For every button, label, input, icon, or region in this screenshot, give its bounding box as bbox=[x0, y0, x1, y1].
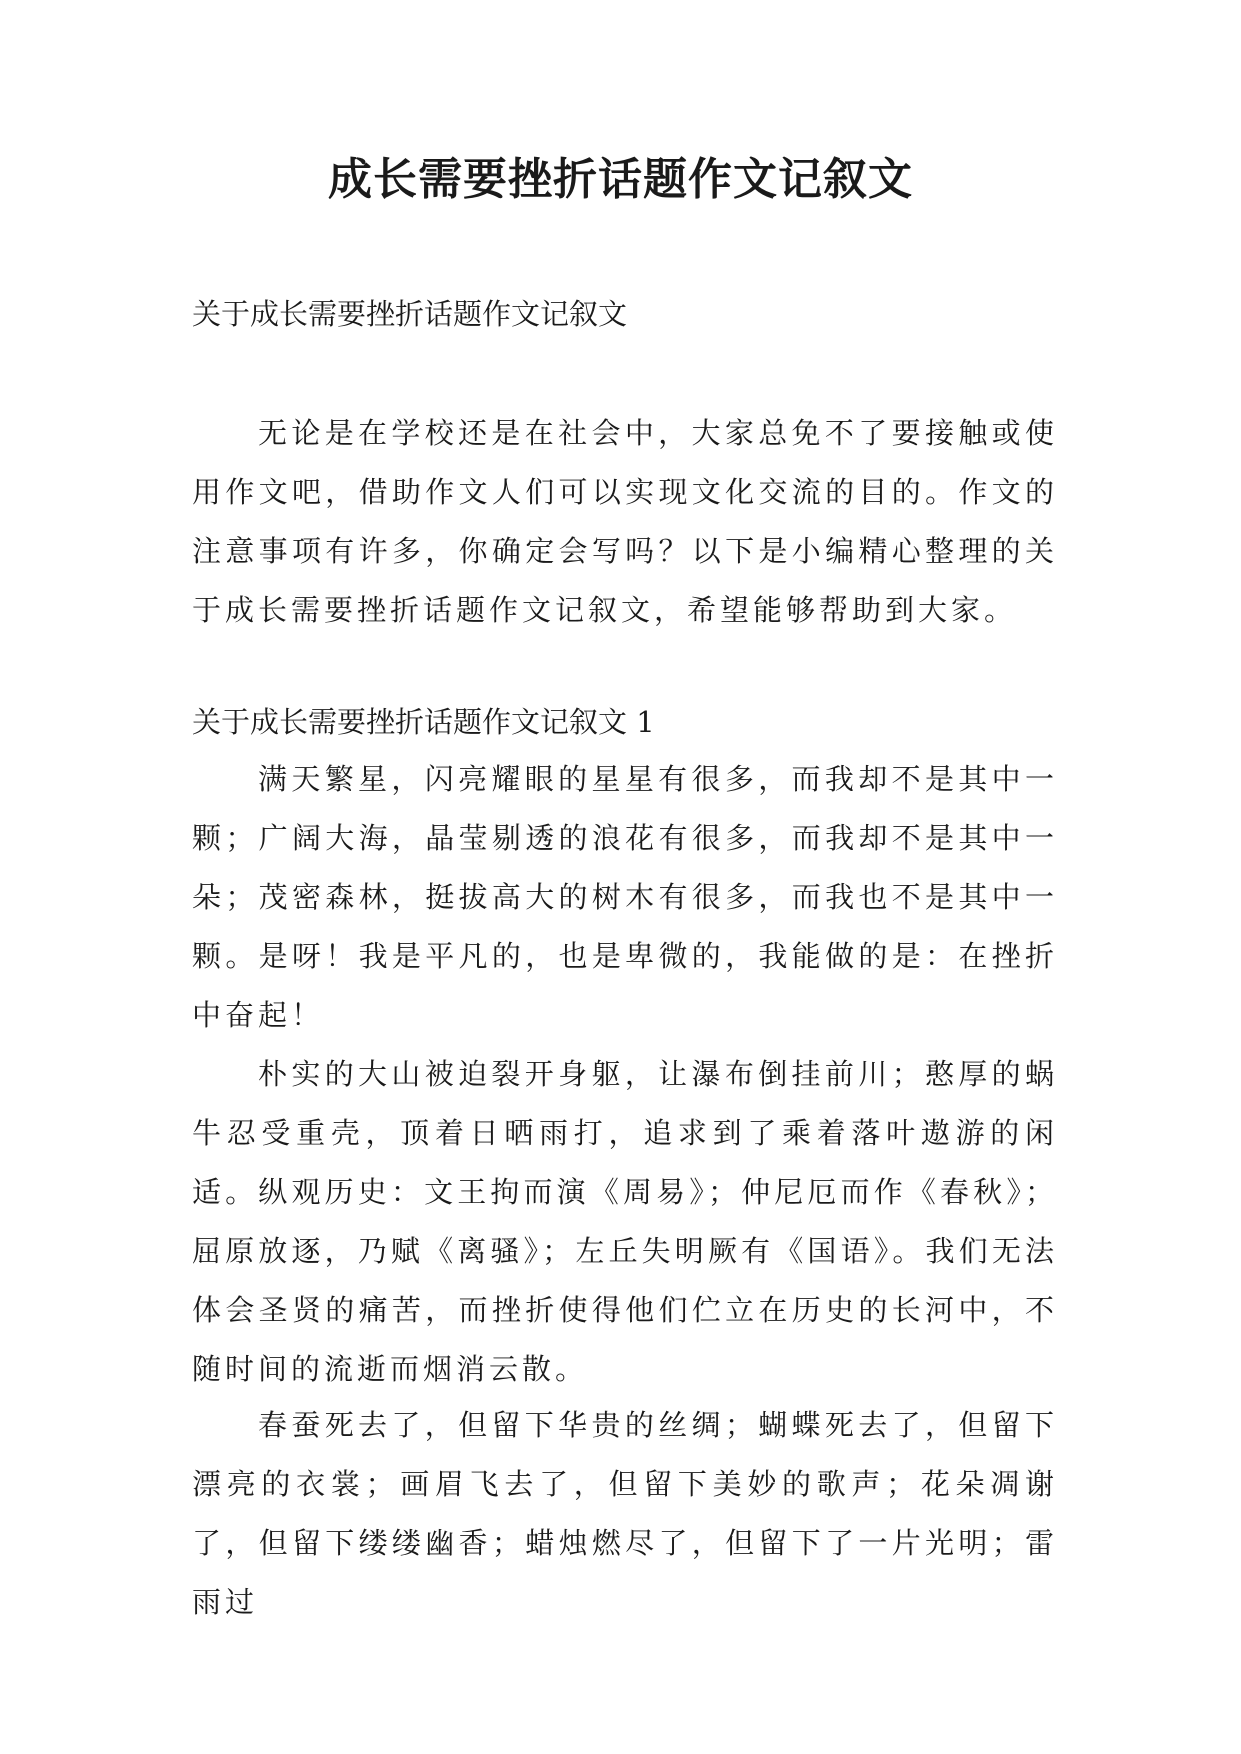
body-paragraph-1: 满天繁星，闪亮耀眼的星星有很多，而我却不是其中一颗；广阔大海，晶莹剔透的浪花有很多，而我却不是其中一朵；茂密森林，挺拔高大的树木有很多，而我也不是其中一颗。是呀！我是平凡的，也是卑微的，我能做的是：在挫折中奋起！ bbox=[192, 762, 1058, 1032]
document-title: 成长需要挫折话题作文记叙文 bbox=[328, 154, 913, 205]
body-paragraph-3: 春蚕死去了，但留下华贵的丝绸；蝴蝶死去了，但留下漂亮的衣裳；画眉飞去了，但留下美妙的歌声；花朵凋谢了，但留下缕缕幽香；蜡烛燃尽了，但留下了一片光明；雷雨过 bbox=[192, 1408, 1058, 1619]
document-subtitle: 关于成长需要挫折话题作文记叙文 bbox=[192, 297, 628, 331]
body-paragraph-2: 朴实的大山被迫裂开身躯，让瀑布倒挂前川；憨厚的蜗牛忍受重壳，顶着日晒雨打，追求到了乘着落叶遨游的闲适。纵观历史：文王拘而演《周易》；仲尼厄而作《春秋》；屈原放逐，乃赋《离骚》；左丘失明厥有《国语》。我们无法体会圣贤的痛苦，而挫折使得他们伫立在历史的长河中，不随时间的流逝而烟消云散。 bbox=[192, 1057, 1058, 1386]
intro-paragraph: 无论是在学校还是在社会中，大家总免不了要接触或使用作文吧，借助作文人们可以实现文化交流的目的。作文的注意事项有许多，你确定会写吗？以下是小编精心整理的关于成长需要挫折话题作文记叙文，希望能够帮助到大家。 bbox=[192, 416, 1058, 627]
section-heading: 关于成长需要挫折话题作文记叙文 1 bbox=[192, 705, 655, 739]
